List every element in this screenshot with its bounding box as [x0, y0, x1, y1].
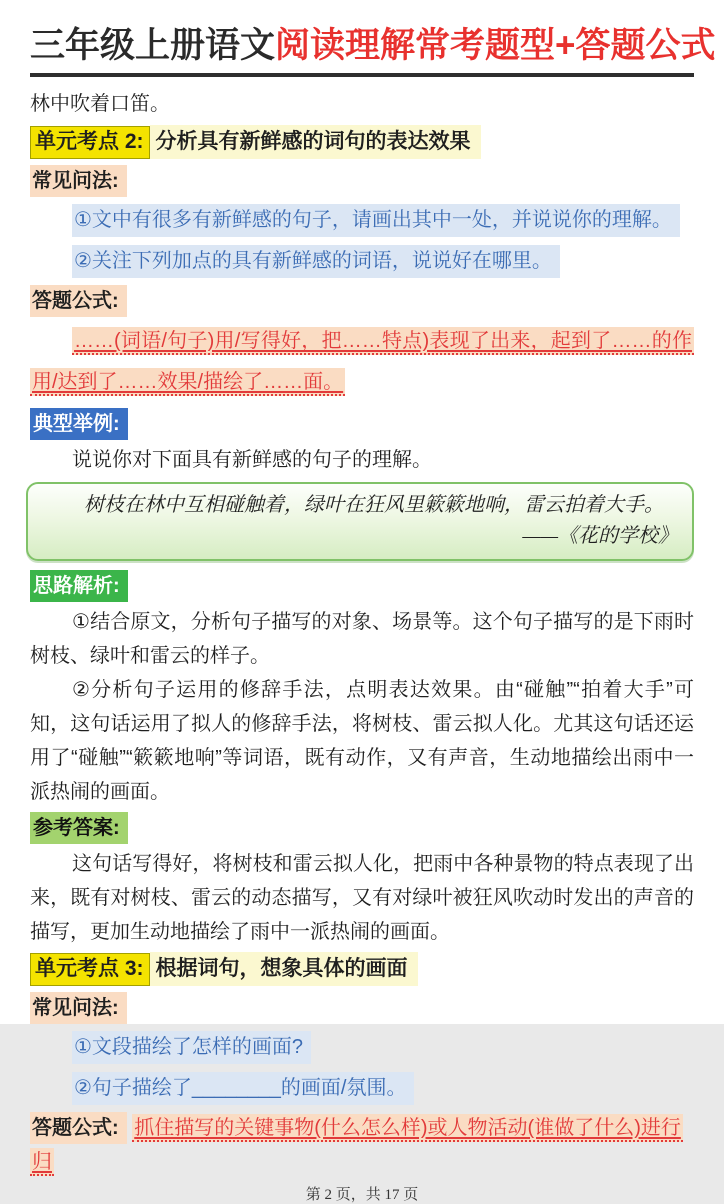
example-label: 典型举例: [30, 408, 128, 440]
exam-point-3-heading [30, 952, 694, 986]
exam-point-2-label: 单元考点 2: [30, 126, 150, 159]
question-1-ep3: ①文段描绘了怎样的画面? [72, 1031, 311, 1064]
example-quote-text: 树枝在林中互相碰触着，绿叶在狂风里簌簌地响，雷云拍着大手。 [84, 494, 664, 516]
formula-paragraph-2 [30, 321, 694, 403]
question-2-ep2: ②关注下列加点的具有新鲜感的词语，说说好在哪里。 [72, 245, 560, 278]
page-number-footer: 第 2 页，共 17 页 [305, 1187, 419, 1203]
example-quote-box [26, 482, 694, 561]
page-title-red: 阅读理解常考题型+答题公式 [275, 26, 716, 65]
formula-heading-2 [30, 285, 694, 317]
page-title [30, 24, 716, 68]
common-questions-label-3: 常见问法: [30, 992, 127, 1024]
answer-heading [30, 812, 694, 844]
example-quote-source: ——《花的学校》 [522, 525, 678, 547]
exam-point-2-heading [30, 125, 694, 159]
question-row [72, 204, 694, 237]
lead-line: 林中吹着口笛。 [30, 93, 170, 115]
question-row [72, 1031, 694, 1064]
example-heading [30, 408, 694, 440]
common-questions-label-2: 常见问法: [30, 165, 127, 197]
analysis-heading [30, 570, 694, 602]
analysis-paragraph-1: ①结合原文，分析句子描写的对象、场景等。这个句子描写的是下雨时树枝、绿叶和雷云的样子。 [30, 611, 694, 667]
common-questions-heading-3 [30, 992, 694, 1024]
formula-label-2: 答题公式: [30, 285, 127, 317]
exam-point-3-topic: 根据词句，想象具体的画面 [150, 952, 418, 986]
page-title-black: 三年级上册语文 [30, 26, 276, 65]
answer-paragraph: 这句话写得好，将树枝和雷云拟人化，把雨中各种景物的特点表现了出来，既有对树枝、雷云的动态描写，又有对绿叶被狂风吹动时发出的声音的描写，更加生动地描绘了雨中一派热闹的画面。 [30, 853, 694, 943]
analysis-paragraph-2: ②分析句子运用的修辞手法，点明表达效果。由“碰触”“拍着大手”可知，这句话运用了拟人的修辞手法，将树枝、雷云拟人化。尤其这句话还运用了“碰触”“簌簌地响”等词语，既有动作，又有声音，生动地描绘出雨中一派热闹的画面。 [30, 679, 694, 803]
formula-row-3 [30, 1111, 694, 1179]
formula-text-2: ……(词语/句子)用/写得好，把……特点)表现了出来，起到了……的作用/达到了……效果/描绘了……面。 [30, 327, 694, 396]
formula-text-3: 抓住描写的关键事物(什么怎么样)或人物活动(谁做了什么)进行归 [30, 1114, 683, 1176]
formula-label-3: 答题公式: [30, 1112, 127, 1144]
answer-label: 参考答案: [30, 812, 128, 844]
example-intro: 说说你对下面具有新鲜感的句子的理解。 [72, 449, 432, 471]
exam-point-3-label: 单元考点 3: [30, 953, 150, 986]
question-2-ep3: ②句子描绘了________的画面/氛围。 [72, 1072, 414, 1105]
analysis-label: 思路解析: [30, 570, 128, 602]
question-row [72, 245, 694, 278]
exam-point-2-topic: 分析具有新鲜感的词句的表达效果 [150, 125, 481, 159]
title-divider [30, 73, 694, 77]
question-1-ep2: ①文中有很多有新鲜感的句子，请画出其中一处，并说说你的理解。 [72, 204, 680, 237]
common-questions-heading-2 [30, 165, 694, 197]
question-row [72, 1072, 694, 1105]
